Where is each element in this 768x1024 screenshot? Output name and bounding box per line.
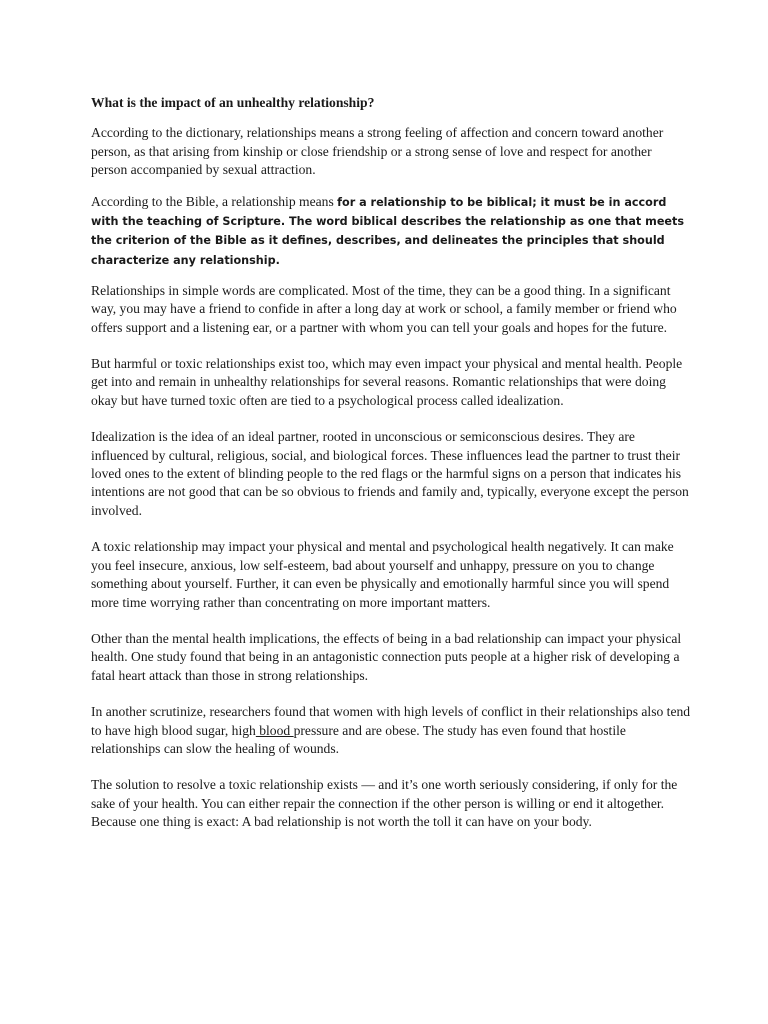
paragraph-bible-definition [91, 193, 691, 270]
research-text-end: pressure and are obese. The study has even found that hostile relationships can slow the healing of wounds. [91, 722, 626, 756]
paragraph-idealization: Idealization is the idea of an ideal partner, rooted in unconscious or semiconscious desires. They are influenced by cultural, religious, social, and biological forces. These influences lead the partner to trust their loved ones to the extent of blinding people to the red flags or the harmful signs on a person that indicates his intentions are not good that can be so obvious to friends and family and, typically, everyone except the person involved. [91, 429, 689, 518]
blood-link[interactable]: blood [255, 722, 294, 738]
bible-definition-bold: for a relationship to be biblical; it must be in accord with the teaching of Scripture. The word biblical describes the relationship as one that meets the criterion of the Bible as it defines, describes, and delineates the principles that should characterize any relationship. [91, 195, 685, 267]
paragraph-dictionary-definition: According to the dictionary, relationships means a strong feeling of affection and concern toward another person, as that arising from kinship or close friendship or a strong sense of love and respect for another person accompanied by sexual attraction. [91, 125, 664, 178]
paragraph-complicated: Relationships in simple words are complicated. Most of the time, they can be a good thing. In a significant way, you may have a friend to confide in after a long day at work or school, a family member or friend who offers support and a listening ear, or a partner with whom you can tell your goals and hopes for the future. [91, 282, 677, 335]
paragraph-toxic-impact: A toxic relationship may impact your physical and mental and psychological health negatively. It can make you feel insecure, anxious, low self-esteem, bad about yourself and unhappy, pressure on you to change something about yourself. Further, it can even be physically and emotionally harmful since you will spend more time worrying rather than concentrating on more important matters. [91, 539, 674, 610]
document-title: What is the impact of an unhealthy relationship? [91, 95, 375, 110]
bible-definition-lead: According to the Bible, a relationship means [91, 193, 338, 209]
paragraph-physical-health: Other than the mental health implications, the effects of being in a bad relationship can impact your physical health. One study found that being in an antagonistic connection puts people at a higher risk of developing a fatal heart attack than those in strong relationships. [91, 630, 682, 683]
paragraph-harmful-relationships: But harmful or toxic relationships exist too, which may even impact your physical and mental health. People get into and remain in unhealthy relationships for several reasons. Romantic relationships that were doing okay but have turned toxic often are tied to a psychological process called idealization. [91, 356, 683, 408]
research-text-start: In another scrutinize, researchers found that women with high levels of conflict in their relationships also tend to have high blood sugar, high [91, 704, 691, 738]
document-body [91, 94, 691, 832]
paragraph-solution: The solution to resolve a toxic relationship exists — and it’s one worth seriously considering, if only for the sake of your health. You can either repair the connection if the other person is willing or end it altogether. Because one thing is exact: A bad relationship is not worth the toll it can have on your body. [91, 777, 678, 830]
paragraph-research [91, 703, 691, 758]
